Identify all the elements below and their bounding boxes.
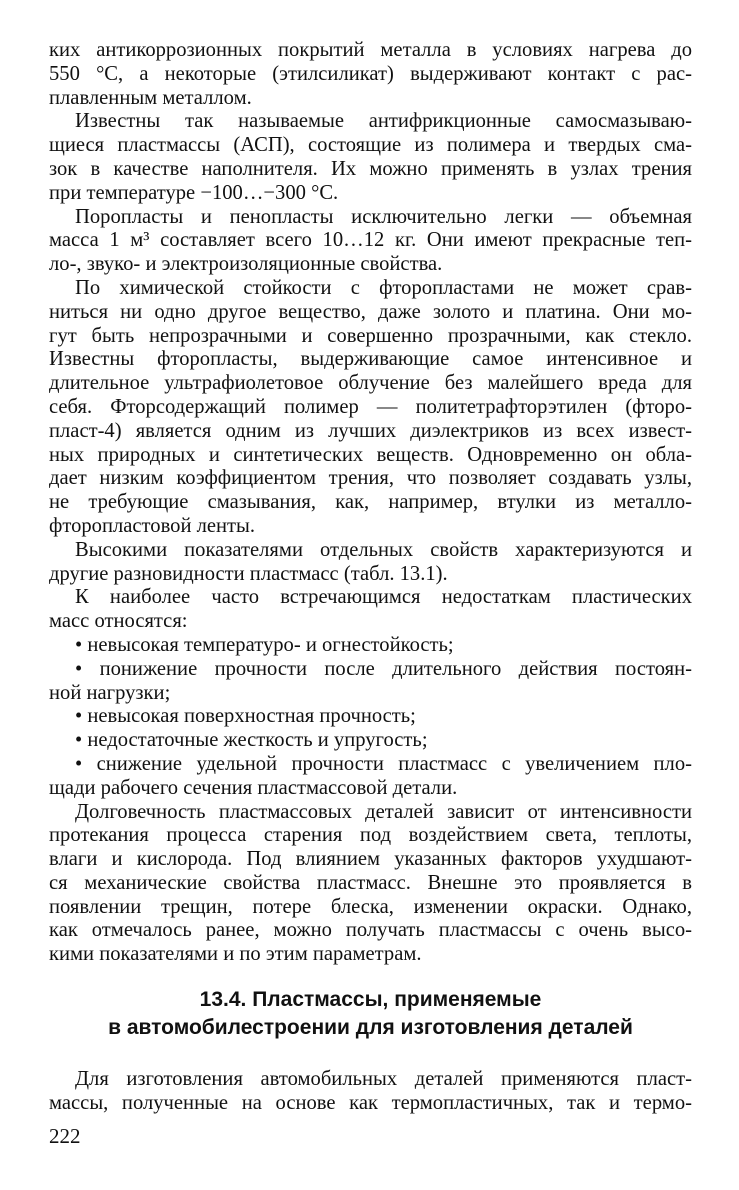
paragraph bbox=[49, 1068, 692, 1116]
text-line: • недостаточные жесткость и упругость; bbox=[75, 729, 428, 752]
text-line: Для изготовления автомобильных деталей применяются пласт- bbox=[75, 1068, 692, 1090]
text-line: дает низким коэффициентом трения, что позволяет создавать узлы, bbox=[49, 467, 692, 490]
section-heading-line-2: в автомобилестроении для изготовления деталей bbox=[108, 1016, 633, 1039]
paragraph bbox=[49, 277, 692, 539]
text-line: появлении трещин, потере блеска, изменении окраски. Однако, bbox=[49, 895, 692, 918]
tail-paragraph bbox=[49, 1068, 692, 1116]
text-line: 550 °С, а некоторые (этилсиликат) выдерживают контакт с рас- bbox=[49, 62, 692, 85]
text-line: не требующие смазывания, как, например, втулки из металло- bbox=[49, 491, 692, 514]
text-line: плавленным металлом. bbox=[49, 86, 252, 109]
text-line: Долговечность пластмассовых деталей зависит от интенсивности bbox=[75, 800, 692, 823]
text-line: масс относятся: bbox=[49, 610, 188, 633]
text-line: • понижение прочности после длительного действия постоян- bbox=[75, 657, 692, 680]
section-heading bbox=[49, 986, 692, 1042]
text-line: пласт-4) является одним из лучших диэлектриков из всех извест- bbox=[49, 419, 692, 442]
text-line: ной нагрузки; bbox=[49, 681, 171, 704]
text-line: ниться ни одно другое вещество, даже золото и платина. Они мо- bbox=[49, 300, 692, 323]
text-line: зок в качестве наполнителя. Их можно применять в узлах трения bbox=[49, 157, 692, 180]
paragraph bbox=[49, 658, 692, 706]
text-line: • снижение удельной прочности пластмасс с увеличением пло- bbox=[75, 752, 692, 775]
text-line: По химической стойкости с фторопластами не может срав- bbox=[75, 276, 692, 299]
text-line: ло-, звуко- и электроизоляционные свойства. bbox=[49, 253, 443, 276]
text-line: щиеся пластмассы (АСП), состоящие из полимера и твердых сма- bbox=[49, 134, 692, 157]
text-line: при температуре −100…−300 °С. bbox=[49, 181, 339, 204]
text-line: длительное ультрафиолетовое облучение без малейшего вреда для bbox=[49, 372, 692, 395]
paragraph bbox=[49, 39, 692, 110]
paragraph bbox=[49, 110, 692, 205]
paragraph bbox=[49, 729, 692, 753]
text-line: масса 1 м³ составляет всего 10…12 кг. Они имеют прекрасные теп- bbox=[49, 229, 692, 252]
text-line: ных природных и синтетических веществ. Одновременно он обла- bbox=[49, 443, 692, 466]
paragraph bbox=[49, 539, 692, 587]
text-line: как отмечалось ранее, можно получать пластмассы с очень высо- bbox=[49, 919, 692, 942]
section-heading-line-1: 13.4. Пластмассы, применяемые bbox=[199, 988, 542, 1011]
text-line: ся механические свойства пластмасс. Внешне это проявляется в bbox=[49, 871, 692, 894]
text-line: К наиболее часто встречающимся недостаткам пластических bbox=[75, 586, 692, 609]
page-number: 222 bbox=[49, 1124, 81, 1148]
paragraph bbox=[49, 206, 692, 277]
text-line: • невысокая поверхностная прочность; bbox=[75, 705, 416, 728]
text-line: Высокими показателями отдельных свойств характеризуются и bbox=[75, 538, 692, 561]
paragraph bbox=[49, 801, 692, 968]
text-line: Известны так называемые антифрикционные самосмазываю- bbox=[75, 110, 692, 133]
paragraph bbox=[49, 586, 692, 634]
paragraph bbox=[49, 705, 692, 729]
text-line: Известны фторопласты, выдерживающие самое интенсивное и bbox=[49, 348, 692, 371]
text-line: кими показателями и по этим параметрам. bbox=[49, 943, 422, 966]
text-line: ких антикоррозионных покрытий металла в условиях нагрева до bbox=[49, 39, 692, 61]
text-line: гут быть непрозрачными и совершенно прозрачными, как стекло. bbox=[49, 324, 692, 347]
text-line: протекания процесса старения под воздействием света, теплоты, bbox=[49, 824, 692, 847]
text-line: себя. Фторсодержащий полимер — политетрафторэтилен (фторо- bbox=[49, 395, 692, 418]
text-line: фторопластовой ленты. bbox=[49, 514, 256, 537]
body-text bbox=[49, 39, 692, 967]
text-line: • невысокая температуро- и огнестойкость; bbox=[75, 633, 454, 656]
paragraph bbox=[49, 753, 692, 801]
text-line: Поропласты и пенопласты исключительно легки — объемная bbox=[75, 205, 692, 228]
text-line: щади рабочего сечения пластмассовой детали. bbox=[49, 776, 458, 799]
text-line: другие разновидности пластмасс (табл. 13.1). bbox=[49, 562, 448, 585]
text-line: массы, полученные на основе как термопластичных, так и термо- bbox=[49, 1091, 692, 1114]
text-line: влаги и кислорода. Под влиянием указанных факторов ухудшают- bbox=[49, 848, 692, 871]
paragraph bbox=[49, 634, 692, 658]
